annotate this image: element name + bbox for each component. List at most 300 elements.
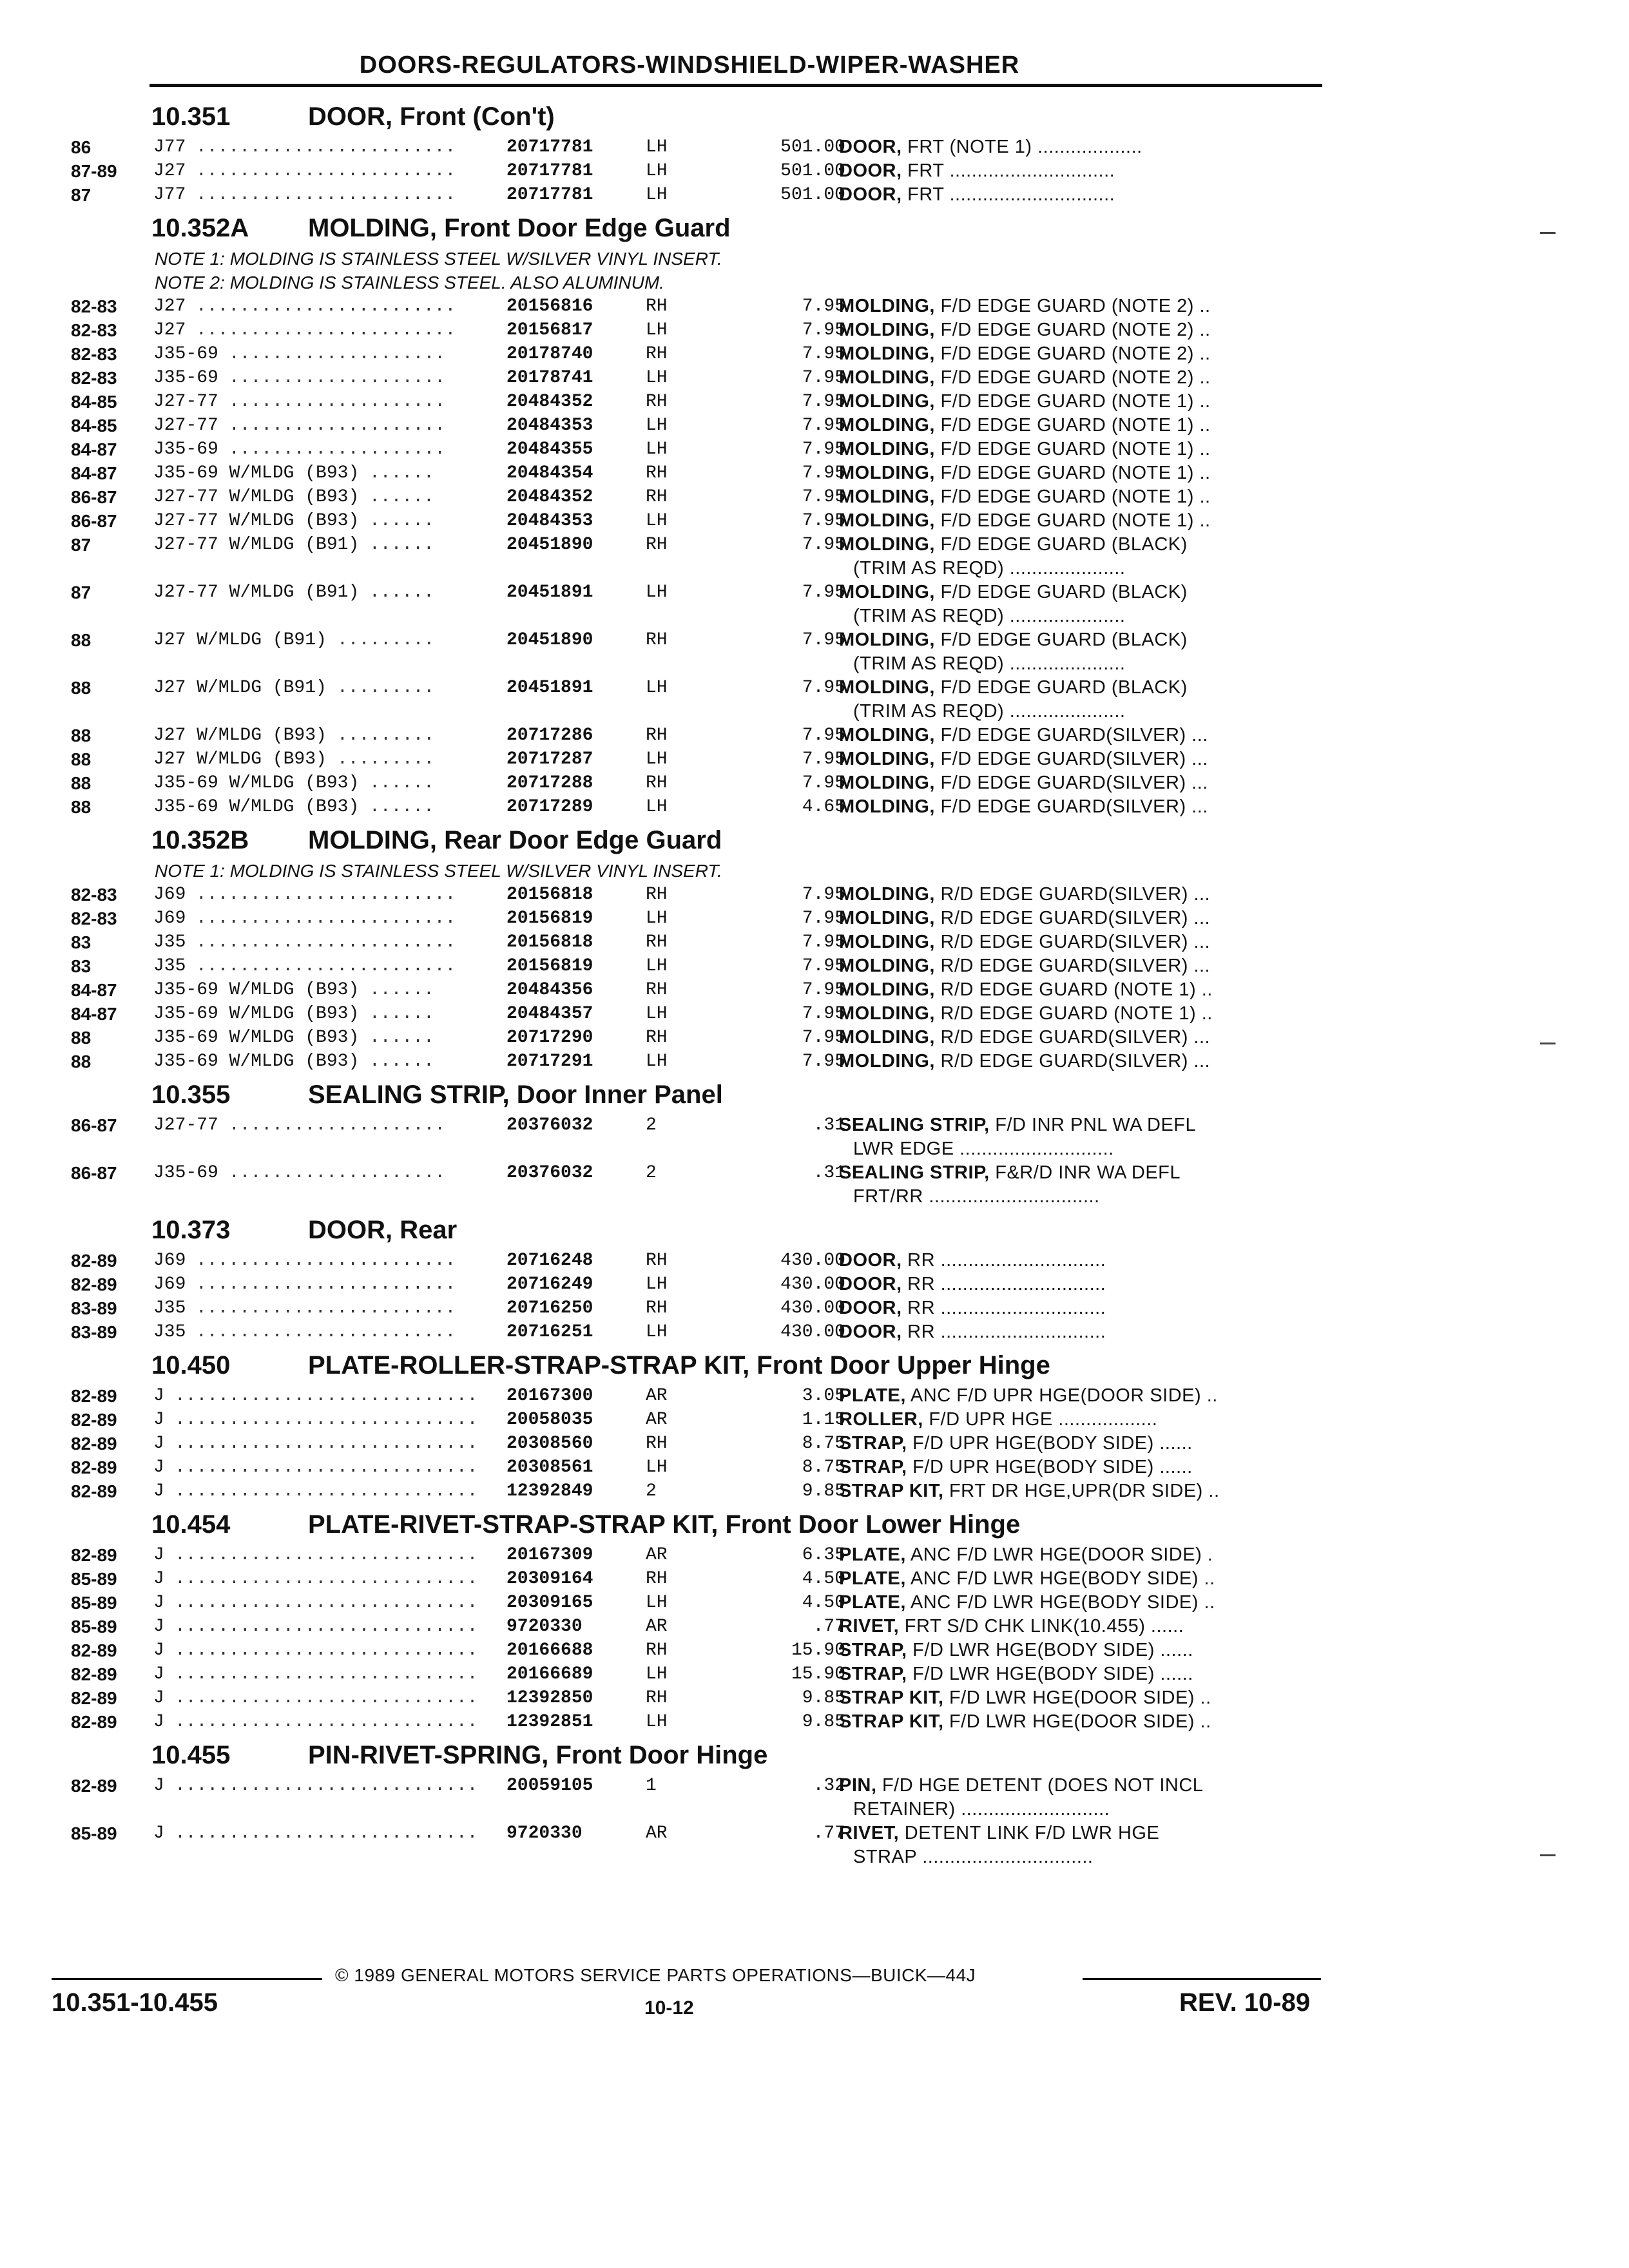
part-row: [71, 1686, 1321, 1710]
part-number: 20156816: [506, 296, 593, 316]
part-number: 20156819: [506, 956, 593, 976]
model-years: 88: [71, 726, 92, 745]
footer-revision: REV. 10-89: [1179, 1988, 1311, 2017]
leader-dots: ......: [369, 773, 434, 793]
description-continuation: [71, 1185, 1321, 1209]
leader-dots: ........................: [196, 296, 456, 316]
part-description: [839, 1113, 1196, 1137]
leader-dots: ....................: [229, 439, 446, 459]
part-row: [71, 1113, 1321, 1137]
part-row: [71, 414, 1321, 437]
model-code: J27 W/MLDG (B93): [153, 726, 327, 745]
description-keyword: DOOR,: [839, 1250, 902, 1271]
part-number: 20484352: [506, 487, 593, 507]
quantity: RH: [646, 726, 668, 745]
leader-dots: ............................: [175, 1545, 478, 1565]
model-years: 86: [71, 137, 92, 157]
description-text: F/D EDGE GUARD (BLACK): [935, 534, 1188, 555]
part-row: [71, 1026, 1321, 1050]
description-keyword: PIN,: [839, 1775, 877, 1796]
model-years: 82-83: [71, 885, 117, 905]
list-price: .77: [813, 1823, 845, 1843]
part-description: [839, 509, 1211, 533]
quantity: RH: [646, 932, 668, 952]
list-price: 7.95: [802, 980, 845, 1000]
description-text: ANC F/D LWR HGE(BODY SIDE) ..: [905, 1592, 1215, 1613]
quantity: LH: [646, 161, 668, 181]
part-row: [71, 294, 1321, 318]
quantity: RH: [646, 296, 668, 316]
model-code: J27-77: [153, 1115, 218, 1135]
description-keyword: STRAP,: [839, 1457, 907, 1477]
model-years: 83-89: [71, 1298, 117, 1318]
part-row: [71, 1567, 1321, 1591]
section-heading: [71, 1734, 1321, 1774]
model-years: 84-87: [71, 439, 117, 459]
description-keyword: MOLDING,: [839, 534, 935, 555]
list-price: 15.90: [791, 1664, 845, 1684]
part-description: [839, 1050, 1210, 1073]
part-number: 20058035: [506, 1410, 593, 1430]
description-keyword: MOLDING,: [839, 956, 935, 976]
description-text: F/D INR PNL WA DEFL: [989, 1115, 1197, 1135]
model-years: 86-87: [71, 511, 117, 531]
model-code: J69: [153, 908, 186, 928]
part-number: 20451891: [506, 678, 593, 698]
quantity: AR: [646, 1386, 668, 1406]
model-code: J27: [153, 296, 186, 316]
leader-dots: ........................: [196, 1322, 456, 1342]
part-row: [71, 318, 1321, 342]
part-row: [71, 1050, 1321, 1073]
description-text: FRT (NOTE 1) ...................: [901, 137, 1142, 157]
description-text: R/D EDGE GUARD(SILVER) ...: [935, 1027, 1211, 1048]
part-row: [71, 1479, 1321, 1503]
quantity: LH: [646, 1004, 668, 1024]
part-description: [839, 1639, 1193, 1662]
part-number: 20484353: [506, 416, 593, 436]
part-description: [839, 485, 1211, 509]
part-number: 20717290: [506, 1028, 593, 1048]
leader-dots: ........................: [196, 956, 456, 976]
section-title: DOOR, Rear: [308, 1216, 458, 1244]
part-number: 20156817: [506, 320, 593, 340]
section-note: NOTE 2: MOLDING IS STAINLESS STEEL. ALSO ALUMINUM.: [155, 273, 664, 293]
part-description: [839, 1296, 1106, 1320]
part-number: 20717287: [506, 749, 593, 769]
description-keyword: MOLDING,: [839, 1051, 935, 1072]
model-years: 84-85: [71, 416, 117, 436]
description-keyword: MOLDING,: [839, 343, 935, 364]
description-keyword: MOLDING,: [839, 884, 935, 905]
model-code: J35-69 W/MLDG (B93): [153, 1052, 360, 1072]
part-description: [839, 1662, 1193, 1686]
quantity: RH: [646, 980, 668, 1000]
description-keyword: MOLDING,: [839, 749, 935, 769]
model-code: J: [153, 1640, 164, 1660]
part-description: [839, 1686, 1211, 1710]
description-text: ANC F/D UPR HGE(DOOR SIDE) ..: [905, 1385, 1218, 1406]
quantity: RH: [646, 344, 668, 364]
list-price: 9.85: [802, 1688, 845, 1708]
part-number: 20167309: [506, 1545, 593, 1565]
section-number: 10.455: [151, 1741, 231, 1769]
part-description: [839, 183, 1115, 207]
quantity: RH: [646, 1298, 668, 1318]
description-text: RR ..............................: [901, 1274, 1106, 1294]
model-years: 88: [71, 630, 92, 650]
model-years: 82-89: [71, 1776, 117, 1796]
quantity: RH: [646, 1028, 668, 1048]
part-number: 20484357: [506, 1004, 593, 1024]
model-years: 84-87: [71, 980, 117, 1000]
description-text: F/D LWR HGE(BODY SIDE) ......: [907, 1640, 1193, 1660]
list-price: 7.95: [802, 908, 845, 928]
part-description: [839, 437, 1211, 461]
description-keyword: DOOR,: [839, 1298, 902, 1318]
leader-dots: ....................: [229, 344, 446, 364]
leader-dots: ......: [369, 1004, 434, 1024]
list-price: 7.95: [802, 773, 845, 793]
quantity: RH: [646, 630, 668, 650]
leader-dots: ....................: [229, 1163, 446, 1183]
part-number: 20156819: [506, 908, 593, 928]
model-code: J35-69: [153, 344, 218, 364]
model-years: 84-87: [71, 463, 117, 483]
part-description: [839, 1615, 1184, 1639]
section-title: MOLDING, Rear Door Edge Guard: [308, 826, 722, 854]
leader-dots: ......: [369, 511, 434, 531]
leader-dots: ........................: [196, 161, 456, 181]
model-code: J35-69 W/MLDG (B93): [153, 773, 360, 793]
part-number: 20156818: [506, 932, 593, 952]
description-text: F/D UPR HGE(BODY SIDE) ......: [907, 1457, 1193, 1477]
description-text: R/D EDGE GUARD(SILVER) ...: [935, 908, 1211, 928]
part-number: 20376032: [506, 1163, 593, 1183]
part-description: [839, 1408, 1157, 1432]
part-description: [839, 1710, 1211, 1734]
page-header: DOORS-REGULATORS-WINDSHIELD-WIPER-WASHER: [359, 52, 1020, 79]
leader-dots: ........................: [196, 137, 456, 157]
description-text: ANC F/D LWR HGE(BODY SIDE) ..: [905, 1568, 1215, 1589]
description-keyword: MOLDING,: [839, 463, 935, 483]
part-description: [839, 1821, 1159, 1845]
model-years: 82-89: [71, 1688, 117, 1708]
model-years: 82-89: [71, 1274, 117, 1294]
description-keyword: MOLDING,: [839, 486, 935, 507]
description-text: RR ..............................: [901, 1298, 1106, 1318]
description-continuation: [71, 700, 1321, 724]
description-text: FRT ..............................: [901, 160, 1115, 181]
part-row: [71, 1774, 1321, 1798]
model-years: 82-89: [71, 1481, 117, 1501]
description-keyword: SEALING STRIP,: [839, 1162, 990, 1183]
model-years: 85-89: [71, 1823, 117, 1843]
description-text: RR ..............................: [901, 1250, 1106, 1271]
description-text: F/D HGE DETENT (DOES NOT INCL: [876, 1775, 1204, 1796]
list-price: 7.95: [802, 487, 845, 507]
description-keyword: ROLLER,: [839, 1409, 923, 1430]
part-row: [71, 485, 1321, 509]
description-text: RR ..............................: [901, 1321, 1106, 1342]
leader-dots: ............................: [175, 1712, 478, 1732]
part-number: 20451890: [506, 630, 593, 650]
leader-dots: ......: [369, 1028, 434, 1048]
description-keyword: PLATE,: [839, 1385, 906, 1406]
section-title: DOOR, Front (Con't): [308, 102, 555, 131]
list-price: 7.95: [802, 416, 845, 436]
part-number: 20717291: [506, 1052, 593, 1072]
list-price: 7.95: [802, 535, 845, 555]
model-code: J27: [153, 320, 186, 340]
model-years: 82-83: [71, 296, 117, 316]
part-description: [839, 1774, 1203, 1798]
part-row: [71, 1821, 1321, 1845]
part-description: [839, 978, 1213, 1002]
model-years: 82-89: [71, 1640, 117, 1660]
part-number: 20717781: [506, 137, 593, 157]
model-years: 82-89: [71, 1545, 117, 1565]
list-price: 9.85: [802, 1712, 845, 1732]
leader-dots: ....................: [229, 368, 446, 388]
leader-dots: ............................: [175, 1386, 478, 1406]
leader-dots: ......: [369, 487, 434, 507]
list-price: 7.95: [802, 368, 845, 388]
part-number: 20178740: [506, 344, 593, 364]
part-description: [839, 1432, 1193, 1456]
description-continuation: [71, 1798, 1321, 1821]
quantity: LH: [646, 1052, 668, 1072]
model-code: J77: [153, 185, 186, 205]
description-keyword: PLATE,: [839, 1568, 906, 1589]
description-keyword: MOLDING,: [839, 391, 935, 412]
part-number: 20716251: [506, 1322, 593, 1342]
part-description: [839, 533, 1188, 557]
part-number: 20716250: [506, 1298, 593, 1318]
part-description: [839, 724, 1208, 747]
quantity: RH: [646, 1569, 668, 1589]
description-text: FRT S/D CHK LINK(10.455) ......: [899, 1616, 1184, 1637]
section-heading: [71, 1209, 1321, 1249]
part-row: [71, 1710, 1321, 1734]
part-number: 20717781: [506, 185, 593, 205]
description-keyword: STRAP KIT,: [839, 1481, 944, 1501]
model-years: 82-83: [71, 908, 117, 928]
model-years: 82-89: [71, 1712, 117, 1732]
part-row: [71, 747, 1321, 771]
model-years: 87-89: [71, 161, 117, 181]
part-number: 12392850: [506, 1688, 593, 1708]
part-description: [839, 1567, 1215, 1591]
model-code: J35-69: [153, 439, 218, 459]
model-years: 86-87: [71, 1115, 117, 1135]
part-number: 20166689: [506, 1664, 593, 1684]
model-years: 87: [71, 185, 92, 205]
quantity: 2: [646, 1115, 657, 1135]
description-text: F/D LWR HGE(BODY SIDE) ......: [907, 1664, 1193, 1684]
list-price: 7.95: [802, 932, 845, 952]
part-row: [71, 1662, 1321, 1686]
list-price: .31: [813, 1115, 845, 1135]
description-keyword: SEALING STRIP,: [839, 1115, 990, 1135]
leader-dots: ............................: [175, 1776, 478, 1796]
model-code: J35: [153, 932, 186, 952]
part-description: [839, 1320, 1106, 1344]
description-text: F/D EDGE GUARD(SILVER) ...: [935, 773, 1208, 793]
footer-rule-right: [1083, 1978, 1321, 1980]
description-text: R/D EDGE GUARD(SILVER) ...: [935, 884, 1211, 905]
header-rule: [149, 84, 1322, 87]
description-text: F/D LWR HGE(DOOR SIDE) ..: [943, 1711, 1211, 1732]
model-code: J27-77: [153, 416, 218, 436]
model-code: J: [153, 1823, 164, 1843]
model-years: 82-89: [71, 1410, 117, 1430]
leader-dots: ........................: [196, 885, 456, 905]
list-price: .32: [813, 1776, 845, 1796]
description-text: F/D EDGE GUARD (NOTE 1) ..: [935, 391, 1211, 412]
part-number: 9720330: [506, 1617, 583, 1637]
part-number: 20167300: [506, 1386, 593, 1406]
list-price: 7.95: [802, 678, 845, 698]
section-number: 10.351: [151, 102, 231, 131]
list-price: .77: [813, 1617, 845, 1637]
part-row: [71, 724, 1321, 747]
part-row: [71, 1639, 1321, 1662]
quantity: RH: [646, 535, 668, 555]
quantity: LH: [646, 1593, 668, 1613]
description-text: F/D EDGE GUARD (BLACK): [935, 677, 1188, 698]
description-text: FRT ..............................: [901, 184, 1115, 205]
leader-dots: ............................: [175, 1617, 478, 1637]
description-text: F/D EDGE GUARD (NOTE 1) ..: [935, 439, 1211, 459]
part-row: [71, 1273, 1321, 1296]
leader-dots: ....................: [229, 392, 446, 412]
leader-dots: ............................: [175, 1688, 478, 1708]
part-number: 20156818: [506, 885, 593, 905]
quantity: RH: [646, 487, 668, 507]
leader-dots: ........................: [196, 1298, 456, 1318]
part-number: 20484356: [506, 980, 593, 1000]
section-title: MOLDING, Front Door Edge Guard: [308, 214, 731, 242]
part-row: [71, 390, 1321, 414]
part-description: [839, 1591, 1215, 1615]
part-description: [839, 461, 1211, 485]
model-code: J: [153, 1593, 164, 1613]
part-row: [71, 771, 1321, 795]
description-text: F/D EDGE GUARD (NOTE 2) ..: [935, 320, 1211, 340]
quantity: AR: [646, 1410, 668, 1430]
description-keyword: DOOR,: [839, 1321, 902, 1342]
leader-dots: ............................: [175, 1481, 478, 1501]
list-price: 4.65: [802, 797, 845, 817]
quantity: LH: [646, 749, 668, 769]
quantity: RH: [646, 1640, 668, 1660]
description-continuation: [71, 1137, 1321, 1161]
model-years: 82-89: [71, 1664, 117, 1684]
description-keyword: DOOR,: [839, 1274, 902, 1294]
leader-dots: .........: [337, 726, 435, 745]
model-code: J27: [153, 161, 186, 181]
section-number: 10.352B: [151, 826, 249, 854]
leader-dots: .........: [337, 678, 435, 698]
description-keyword: STRAP,: [839, 1664, 907, 1684]
quantity: LH: [646, 368, 668, 388]
section-note: NOTE 1: MOLDING IS STAINLESS STEEL W/SILVER VINYL INSERT.: [155, 861, 722, 881]
part-description: [839, 883, 1210, 907]
description-text: F/D EDGE GUARD(SILVER) ...: [935, 725, 1208, 745]
model-code: J35-69: [153, 1163, 218, 1183]
model-code: J: [153, 1688, 164, 1708]
part-number: 20308560: [506, 1434, 593, 1454]
model-code: J27 W/MLDG (B93): [153, 749, 327, 769]
model-years: 84-85: [71, 392, 117, 412]
part-row: [71, 1408, 1321, 1432]
model-code: J69: [153, 1251, 186, 1271]
model-years: 85-89: [71, 1569, 117, 1589]
part-row: [71, 159, 1321, 183]
description-keyword: MOLDING,: [839, 296, 935, 316]
part-row: [71, 1384, 1321, 1408]
part-description: [839, 747, 1208, 771]
section-number: 10.373: [151, 1216, 231, 1244]
continuation-text: FRT/RR ...............................: [853, 1186, 1100, 1207]
part-row: [71, 1591, 1321, 1615]
quantity: RH: [646, 392, 668, 412]
leader-dots: .........: [337, 630, 435, 650]
leader-dots: ............................: [175, 1569, 478, 1589]
leader-dots: ........................: [196, 1251, 456, 1271]
quantity: LH: [646, 797, 668, 817]
continuation-text: STRAP ...............................: [853, 1847, 1094, 1867]
quantity: LH: [646, 439, 668, 459]
list-price: 7.95: [802, 1052, 845, 1072]
part-number: 12392849: [506, 1481, 593, 1501]
description-keyword: RIVET,: [839, 1823, 900, 1843]
part-description: [839, 1479, 1220, 1503]
leader-dots: ....................: [229, 416, 446, 436]
description-keyword: DOOR,: [839, 184, 902, 205]
list-price: 9.85: [802, 1481, 845, 1501]
part-number: 20308561: [506, 1457, 593, 1477]
leader-dots: ............................: [175, 1664, 478, 1684]
list-price: .31: [813, 1163, 845, 1183]
list-price: 430.00: [780, 1251, 845, 1271]
model-code: J35-69 W/MLDG (B93): [153, 980, 360, 1000]
description-text: F/D EDGE GUARD (NOTE 2) ..: [935, 296, 1211, 316]
leader-dots: ............................: [175, 1823, 478, 1843]
model-years: 87: [71, 582, 92, 602]
quantity: LH: [646, 678, 668, 698]
description-text: R/D EDGE GUARD(SILVER) ...: [935, 932, 1211, 952]
model-code: J69: [153, 1274, 186, 1294]
model-code: J27 W/MLDG (B91): [153, 678, 327, 698]
list-price: 15.90: [791, 1640, 845, 1660]
part-number: 9720330: [506, 1823, 583, 1843]
footer-rule-left: [52, 1978, 322, 1980]
description-keyword: MOLDING,: [839, 677, 935, 698]
leader-dots: ......: [369, 463, 434, 483]
margin-mark: [1540, 1043, 1556, 1044]
model-years: 83-89: [71, 1322, 117, 1342]
description-text: R/D EDGE GUARD (NOTE 1) ..: [935, 979, 1213, 1000]
continuation-text: (TRIM AS REQD) .....................: [853, 653, 1126, 674]
quantity: 1: [646, 1776, 657, 1796]
model-code: J: [153, 1569, 164, 1589]
description-keyword: MOLDING,: [839, 932, 935, 952]
continuation-text: (TRIM AS REQD) .....................: [853, 606, 1126, 626]
description-keyword: MOLDING,: [839, 796, 935, 817]
part-row: [71, 1320, 1321, 1344]
